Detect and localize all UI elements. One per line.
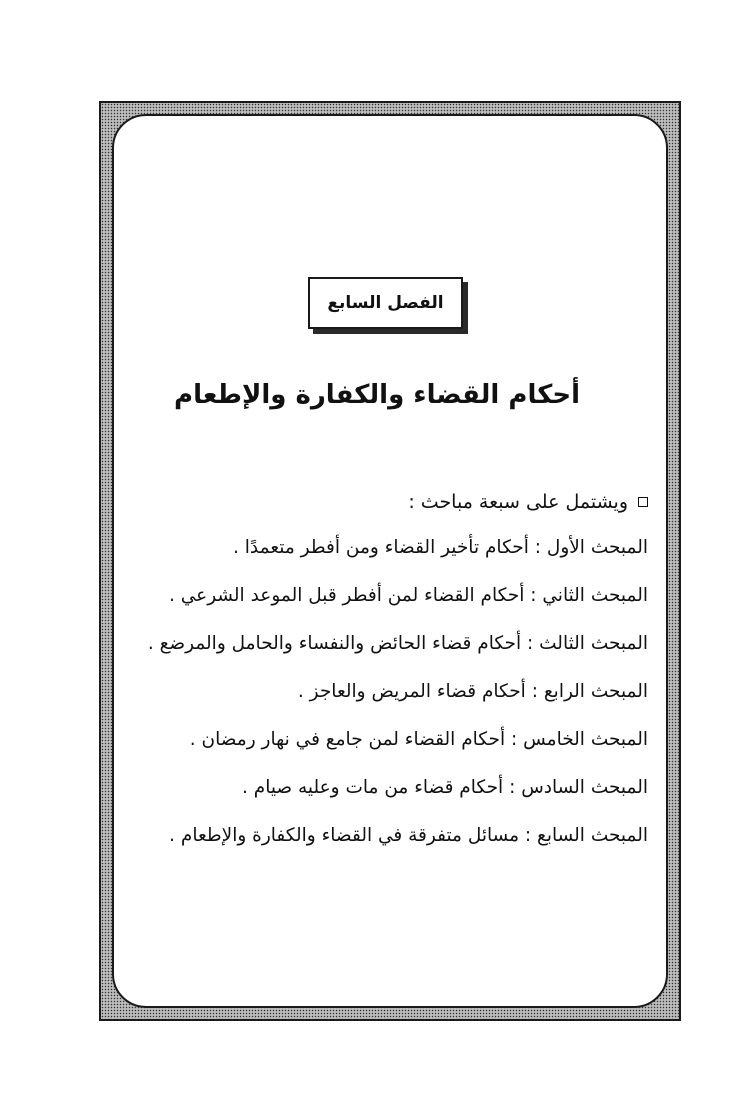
topic-text: أحكام القضاء لمن جامع في نهار رمضان . <box>189 729 506 750</box>
topic-label: المبحث الثالث : <box>527 633 648 654</box>
topic-item-7 <box>148 814 648 862</box>
intro-text: ويشتمل على سبعة مباحث : <box>408 491 628 513</box>
chapter-label-box <box>308 277 463 329</box>
topic-label: المبحث الخامس : <box>510 729 648 750</box>
topic-label: المبحث السادس : <box>509 777 648 798</box>
topic-text: أحكام القضاء لمن أفطر قبل الموعد الشرعي . <box>168 585 525 606</box>
square-bullet-icon <box>638 497 648 507</box>
chapter-label: الفصل السابع <box>327 293 444 313</box>
topic-label: المبحث الثاني : <box>530 585 648 606</box>
chapter-title: أحكام القضاء والكفارة والإطعام <box>174 380 580 410</box>
topic-label: المبحث الرابع : <box>531 681 648 702</box>
topic-text: مسائل متفرقة في القضاء والكفارة والإطعام . <box>169 825 520 846</box>
intro-line <box>148 478 648 526</box>
topic-item-1 <box>148 526 648 574</box>
topic-text: أحكام قضاء الحائض والنفساء والحامل والمرضع . <box>147 633 522 654</box>
topic-item-2 <box>148 574 648 622</box>
topic-text: أحكام تأخير القضاء ومن أفطر متعمدًا . <box>233 537 529 558</box>
chapter-contents <box>148 478 648 862</box>
topic-item-6 <box>148 766 648 814</box>
topic-item-3 <box>148 622 648 670</box>
topic-item-4 <box>148 670 648 718</box>
topic-text: أحكام قضاء المريض والعاجز . <box>297 681 526 702</box>
topic-item-5 <box>148 718 648 766</box>
topic-label: المبحث الأول : <box>534 537 648 558</box>
topics-list <box>148 526 648 862</box>
topic-label: المبحث السابع : <box>524 825 648 846</box>
topic-text: أحكام قضاء من مات وعليه صيام . <box>241 777 504 798</box>
